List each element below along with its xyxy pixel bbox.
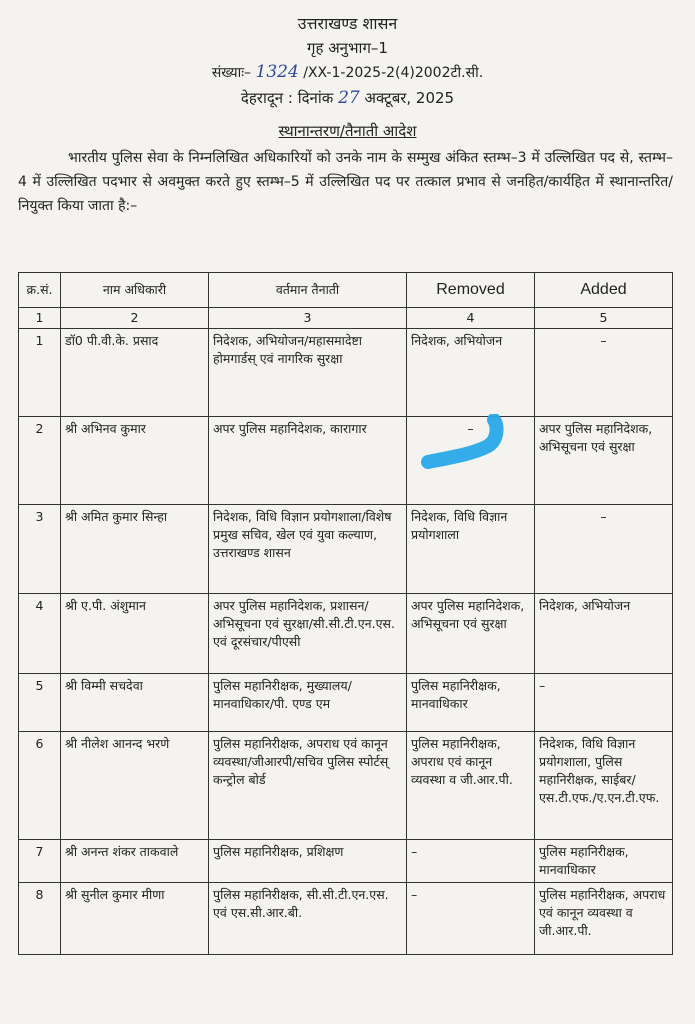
officer-name-cell: श्री सुनील कुमार मीणा [61, 883, 209, 955]
department-heading: गृह अनुभाग–1 [307, 39, 388, 57]
col-number: 2 [61, 308, 209, 329]
intro-paragraph: भारतीय पुलिस सेवा के निम्नलिखित अधिकारियों को उनके नाम के सम्मुख अंकित स्तम्भ–3 में उल्लिखित पद से, स्तम्भ–4 में उल्लिखित पदभार से अवमुक्त करते हुए स्तम्भ–5 में उल्लिखित पद पर तत्काल प्रभाव से जनहित/कार्यहित में स्थानान्तरित/नियुक्त किया जाता है:– [18, 150, 673, 214]
serial-cell: 8 [19, 883, 61, 955]
col-number: 4 [407, 308, 535, 329]
added-cell: पुलिस महानिरीक्षक, अपराध एवं कानून व्यवस्था व जी.आर.पी. [535, 883, 673, 955]
officer-name-cell: डॉ0 पी.वी.के. प्रसाद [61, 329, 209, 417]
table-row [19, 883, 673, 955]
header-serial: क्र.सं. [19, 273, 61, 308]
date-prefix: देहरादून : दिनांक [240, 89, 334, 107]
col-number: 3 [209, 308, 407, 329]
table-row [19, 840, 673, 883]
officer-name-cell: श्री नीलेश आनन्द भरणे [61, 732, 209, 840]
transfer-table [18, 272, 673, 955]
removed-cell: पुलिस महानिरीक्षक, अपराध एवं कानून व्यवस्था व जी.आर.पी. [407, 732, 535, 840]
serial-cell: 3 [19, 505, 61, 594]
header-current-posting: वर्तमान तैनाती [209, 273, 407, 308]
current-posting-cell: पुलिस महानिरीक्षक, प्रशिक्षण [209, 840, 407, 883]
reference-number [0, 62, 695, 82]
number-prefix: संख्याः– [211, 65, 252, 81]
officer-name-cell: श्री अनन्त शंकर ताकवाले [61, 840, 209, 883]
table-row [19, 329, 673, 417]
number-suffix: /XX-1-2025-2(4)2002टी.सी. [303, 65, 484, 81]
current-posting-cell: पुलिस महानिरीक्षक, सी.सी.टी.एन.एस. एवं एस.सी.आर.बी. [209, 883, 407, 955]
table-row [19, 417, 673, 505]
removed-cell: निदेशक, अभियोजन [407, 329, 535, 417]
added-cell: – [535, 505, 673, 594]
removed-cell: निदेशक, विधि विज्ञान प्रयोगशाला [407, 505, 535, 594]
table-row [19, 674, 673, 732]
added-cell: निदेशक, अभियोजन [535, 594, 673, 674]
order-title: स्थानान्तरण/तैनाती आदेश [278, 122, 417, 140]
date-suffix: अक्टूबर, 2025 [364, 89, 455, 107]
serial-cell: 6 [19, 732, 61, 840]
table-row [19, 594, 673, 674]
handwritten-date: 27 [338, 88, 360, 108]
table-row [19, 732, 673, 840]
removed-cell: पुलिस महानिरीक्षक, मानवाधिकार [407, 674, 535, 732]
added-cell: निदेशक, विधि विज्ञान प्रयोगशाला, पुलिस महानिरीक्षक, साईबर/एस.टी.एफ./ए.एन.टी.एफ. [535, 732, 673, 840]
government-heading: उत्तराखण्ड शासन [297, 14, 398, 33]
col-number: 1 [19, 308, 61, 329]
added-cell: पुलिस महानिरीक्षक, मानवाधिकार [535, 840, 673, 883]
added-cell: – [535, 674, 673, 732]
current-posting-cell: अपर पुलिस महानिदेशक, प्रशासन/अभिसूचना एवं सुरक्षा/सी.सी.टी.एन.एस. एवं दूरसंचार/पीएसी [209, 594, 407, 674]
table-row [19, 505, 673, 594]
officer-name-cell: श्री ए.पी. अंशुमान [61, 594, 209, 674]
officer-name-cell: श्री अभिनव कुमार [61, 417, 209, 505]
serial-cell: 1 [19, 329, 61, 417]
col-number: 5 [535, 308, 673, 329]
current-posting-cell: पुलिस महानिरीक्षक, अपराध एवं कानून व्यवस्था/जीआरपी/सचिव पुलिस स्पोर्टस् कन्ट्रोल बोर्ड [209, 732, 407, 840]
header-removed: Removed [407, 273, 535, 308]
serial-cell: 4 [19, 594, 61, 674]
table-header-row [19, 273, 673, 308]
removed-cell: – [407, 840, 535, 883]
date-line [0, 88, 695, 108]
current-posting-cell: निदेशक, विधि विज्ञान प्रयोगशाला/विशेष प्रमुख सचिव, खेल एवं युवा कल्याण, उत्तराखण्ड शासन [209, 505, 407, 594]
serial-cell: 7 [19, 840, 61, 883]
added-cell: – [535, 329, 673, 417]
blue-highlighter-mark [418, 414, 510, 476]
added-cell: अपर पुलिस महानिदेशक, अभिसूचना एवं सुरक्षा [535, 417, 673, 505]
officer-name-cell: श्री विम्मी सचदेवा [61, 674, 209, 732]
handwritten-number: 1324 [255, 62, 299, 82]
serial-cell: 5 [19, 674, 61, 732]
current-posting-cell: पुलिस महानिरीक्षक, मुख्यालय/मानवाधिकार/पी. एण्ड एम [209, 674, 407, 732]
serial-cell: 2 [19, 417, 61, 505]
header-added: Added [535, 273, 673, 308]
header-name: नाम अधिकारी [61, 273, 209, 308]
removed-cell: अपर पुलिस महानिदेशक, अभिसूचना एवं सुरक्षा [407, 594, 535, 674]
officer-name-cell: श्री अमित कुमार सिन्हा [61, 505, 209, 594]
current-posting-cell: अपर पुलिस महानिदेशक, कारागार [209, 417, 407, 505]
removed-cell: – [407, 417, 535, 505]
removed-cell: – [407, 883, 535, 955]
column-number-row [19, 308, 673, 329]
current-posting-cell: निदेशक, अभियोजन/महासमादेष्टा होमगार्डस् एवं नागरिक सुरक्षा [209, 329, 407, 417]
